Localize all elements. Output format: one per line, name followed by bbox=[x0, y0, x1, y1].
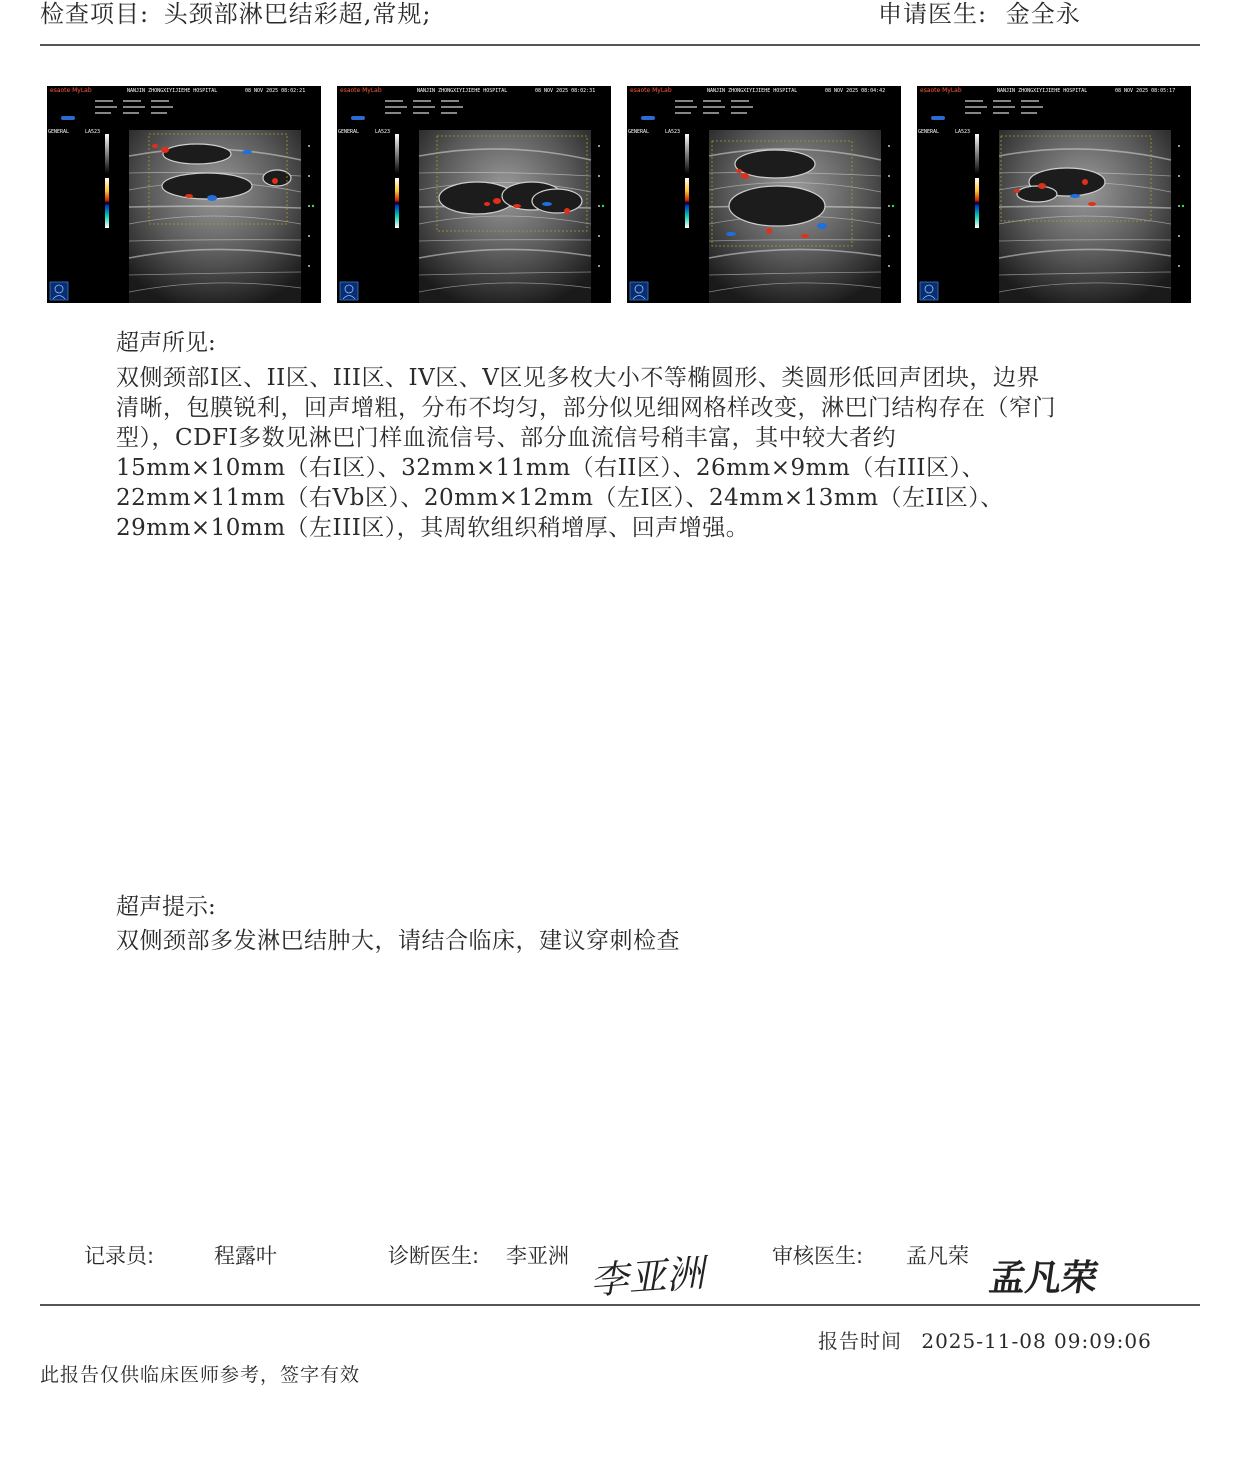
ultrasound-hospital: NANJIN ZHONGXIYIJIEHE HOSPITAL bbox=[417, 88, 508, 94]
ultrasound-probe: LA523 bbox=[665, 129, 681, 135]
reviewing-doctor-signature: 孟凡荣 bbox=[986, 1257, 1101, 1299]
findings-line: 15mm×10mm（右I区）、32mm×11mm（右II区）、26mm×9mm（右III区）、 bbox=[116, 455, 986, 481]
findings-line: 29mm×10mm（左III区），其周软组织稍增厚、回声增强。 bbox=[116, 515, 750, 541]
ultrasound-probe: LA523 bbox=[375, 129, 391, 135]
header-divider bbox=[40, 44, 1200, 46]
ultrasound-mode: GENERAL bbox=[918, 129, 940, 135]
findings-line: 22mm×11mm（右Vb区）、20mm×12mm（左I区）、24mm×13mm（左II区）、 bbox=[116, 485, 1004, 511]
ultrasound-probe: LA523 bbox=[955, 129, 971, 135]
ultrasound-probe: LA523 bbox=[85, 129, 101, 135]
ultrasound-image-3 bbox=[627, 86, 901, 303]
recorder-name: 程露叶 bbox=[214, 1244, 277, 1268]
ultrasound-image-4 bbox=[917, 86, 1191, 303]
ultrasound-timestamp: 08 NOV 2025 08:05:17 bbox=[1115, 88, 1176, 94]
impression-title: 超声提示: bbox=[116, 894, 216, 920]
exam-label: 检查项目: bbox=[40, 0, 150, 28]
ultrasound-timestamp: 08 NOV 2025 08:02:21 bbox=[245, 88, 306, 94]
diagnosing-doctor-label: 诊断医生: bbox=[388, 1244, 480, 1268]
requesting-doctor bbox=[878, 0, 1081, 28]
findings-line: 清晰，包膜锐利，回声增粗，分布不均匀，部分似见细网格样改变，淋巴门结构存在（窄门 bbox=[116, 395, 1056, 421]
head-neck-icon bbox=[50, 282, 68, 300]
exam-value: 头颈部淋巴结彩超,常规; bbox=[163, 0, 432, 28]
head-neck-icon bbox=[340, 282, 358, 300]
ultrasound-timestamp: 08 NOV 2025 08:04:42 bbox=[825, 88, 886, 94]
ultrasound-hospital: NANJIN ZHONGXIYIJIEHE HOSPITAL bbox=[127, 88, 218, 94]
head-neck-icon bbox=[630, 282, 648, 300]
diagnosing-doctor-name: 李亚洲 bbox=[506, 1244, 569, 1268]
reviewing-doctor-name: 孟凡荣 bbox=[906, 1244, 969, 1268]
footer-divider bbox=[40, 1304, 1200, 1306]
report-time-value: 2025-11-08 09:09:06 bbox=[921, 1329, 1152, 1353]
ultrasound-mode: GENERAL bbox=[48, 129, 70, 135]
ultrasound-brand: esaote MyLab bbox=[920, 87, 962, 94]
ultrasound-mode: GENERAL bbox=[338, 129, 360, 135]
report-time bbox=[818, 1325, 1152, 1354]
ultrasound-brand: esaote MyLab bbox=[630, 87, 672, 94]
ultrasound-image-1 bbox=[47, 86, 321, 303]
ultrasound-brand: esaote MyLab bbox=[50, 87, 92, 94]
exam-item bbox=[40, 0, 431, 28]
findings-text bbox=[116, 363, 1196, 543]
recorder-label: 记录员: bbox=[84, 1244, 155, 1268]
ultrasound-hospital: NANJIN ZHONGXIYIJIEHE HOSPITAL bbox=[997, 88, 1088, 94]
ultrasound-mode: GENERAL bbox=[628, 129, 650, 135]
findings-title: 超声所见: bbox=[116, 330, 216, 356]
ultrasound-timestamp: 08 NOV 2025 08:02:31 bbox=[535, 88, 596, 94]
ultrasound-hospital: NANJIN ZHONGXIYIJIEHE HOSPITAL bbox=[707, 88, 798, 94]
requesting-doctor-name: 金全永 bbox=[1005, 0, 1081, 28]
diagnosing-doctor-signature: 李亚洲 bbox=[588, 1251, 706, 1303]
requesting-doctor-label: 申请医生: bbox=[878, 0, 988, 28]
head-neck-icon bbox=[920, 282, 938, 300]
impression-text: 双侧颈部多发淋巴结肿大，请结合临床，建议穿刺检查 bbox=[116, 928, 680, 954]
reviewing-doctor-label: 审核医生: bbox=[772, 1244, 864, 1268]
findings-line: 型），CDFI多数见淋巴门样血流信号、部分血流信号稍丰富，其中较大者约 bbox=[116, 425, 897, 451]
report-time-label: 报告时间 bbox=[818, 1329, 902, 1353]
disclaimer: 此报告仅供临床医师参考，签字有效 bbox=[40, 1364, 361, 1386]
findings-line: 双侧颈部I区、II区、III区、IV区、V区见多枚大小不等椭圆形、类圆形低回声团块，边界 bbox=[116, 365, 1040, 391]
ultrasound-brand: esaote MyLab bbox=[340, 87, 382, 94]
ultrasound-image-2 bbox=[337, 86, 611, 303]
